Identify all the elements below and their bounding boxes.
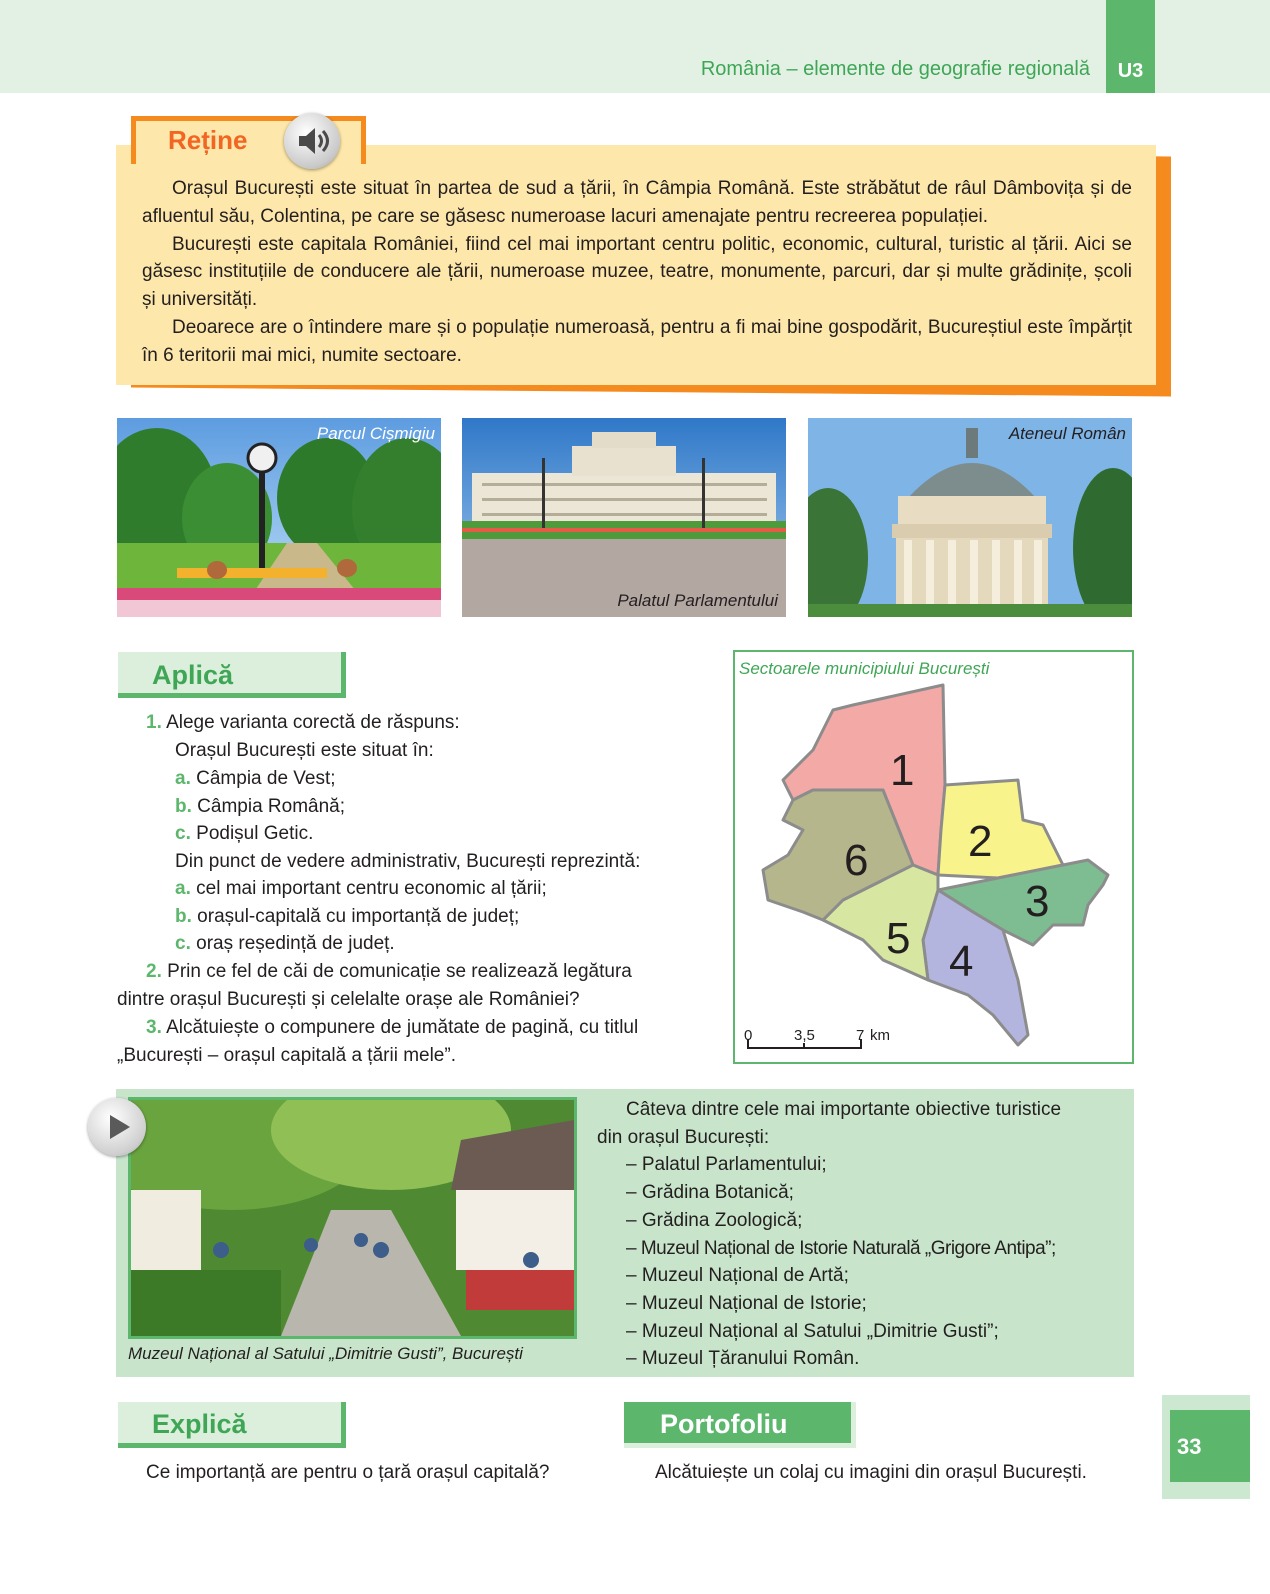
answer-option: b. Câmpia Română; [175, 796, 346, 817]
question-1a-intro: Orașul București este situat în: [175, 740, 434, 761]
list-item: – Muzeul Național de Artă; [626, 1265, 849, 1287]
answer-option: b. orașul-capitală cu importanță de județ; [175, 906, 520, 927]
question-2: 2. Prin ce fel de căi de comunicație se realizează legătura [146, 961, 632, 982]
scale-bar [744, 1027, 890, 1048]
photo-caption: Ateneul Român [1008, 424, 1126, 443]
photo-caption: Palatul Parlamentului [617, 591, 778, 610]
retine-text [142, 175, 1132, 370]
village-photo-caption: Muzeul Național al Satului „Dimitrie Gusti”, București [128, 1344, 523, 1363]
sector-label: 4 [949, 937, 974, 986]
retine-paragraph: Orașul București este situat în partea de sud a țării, în Câmpia Română. Este străbătut de râul Dâmbovița și de afluentul său, Colentina, pe care se găsesc numeroase lacuri amenajate pentru recreerea populației. [142, 178, 1132, 227]
sector-label: 1 [890, 746, 915, 795]
photo-village-museum [128, 1097, 577, 1339]
bucharest-sectors-map [733, 650, 1134, 1064]
map-title: Sectoarele municipiului București [739, 659, 990, 678]
answer-option: a. cel mai important centru economic al țării; [175, 878, 547, 899]
sector-label: 5 [886, 914, 911, 963]
list-item: – Muzeul Național al Satului „Dimitrie Gusti”; [626, 1320, 999, 1342]
sector-label: 6 [844, 836, 869, 885]
list-item: – Palatul Parlamentului; [626, 1154, 827, 1176]
explica-title: Explică [152, 1409, 247, 1439]
retine-paragraph: Deoarece are o întindere mare și o populație numeroasă, pentru a fi mai bine gospodărit, Bucureștiul este împărțit în 6 teritorii mai mici, numite sectoare. [142, 316, 1132, 366]
question-text: Alege varianta corectă de răspuns: [166, 712, 460, 733]
photo-cismigiu [117, 418, 441, 617]
tourism-intro: Câteva dintre cele mai importante obiective turistice [626, 1099, 1062, 1120]
list-item: – Muzeul Național de Istorie Naturală „Grigore Antipa”; [626, 1237, 1056, 1259]
answer-option: c. Podișul Getic. [175, 823, 314, 844]
retine-title: Reține [168, 125, 248, 155]
unit-label: U3 [1117, 60, 1144, 82]
retine-paragraph: București este capitala României, fiind cel mai important centru politic, economic, cultural, turistic al țării. Aici se găsesc instituțiile de conducere ale țării, numeroase muzee, teatre, monumente, parcuri, dar și multe grădinițe, școli și universități. [142, 233, 1132, 311]
svg-text:0: 0 [744, 1027, 753, 1044]
chapter-title: România – elemente de geografie regională [700, 58, 1090, 80]
sector-label: 2 [968, 817, 993, 866]
question-3: 3. Alcătuiește o compunere de jumătate de pagină, cu titlul [146, 1017, 639, 1038]
question-2-line2: dintre orașul București și celelalte orașe ale României? [117, 989, 580, 1010]
page-number: 33 [1170, 1410, 1250, 1482]
portofoliu-task: Alcătuiește un colaj cu imagini din orașul București. [655, 1462, 1087, 1483]
answer-option: a. Câmpia de Vest; [175, 768, 336, 789]
list-item: – Muzeul Țăranului Român. [626, 1348, 860, 1370]
question-1b-intro: Din punct de vedere administrativ, București reprezintă: [175, 851, 641, 872]
list-item: – Grădina Botanică; [626, 1182, 794, 1204]
svg-text:7: 7 [856, 1027, 865, 1044]
photo-caption: Parcul Cișmigiu [316, 424, 435, 443]
question-3-line2: „București – orașul capitală a țării mele”. [117, 1045, 456, 1066]
question-1 [146, 712, 460, 734]
svg-text:km: km [870, 1027, 890, 1044]
speaker-icon[interactable] [284, 113, 340, 169]
svg-text:3,5: 3,5 [794, 1027, 815, 1044]
question-number: 1. [146, 712, 162, 733]
aplica-title: Aplică [152, 660, 234, 690]
photo-ateneu [808, 418, 1132, 617]
explica-question: Ce importanță are pentru o țară orașul capitală? [146, 1462, 550, 1483]
portofoliu-title: Portofoliu [660, 1409, 788, 1439]
tourism-intro: din orașul București: [597, 1126, 770, 1148]
list-item: – Grădina Zoologică; [626, 1209, 803, 1231]
list-item: – Muzeul Național de Istorie; [626, 1292, 867, 1314]
unit-tab [1106, 0, 1155, 93]
photo-parlament [462, 418, 786, 617]
sector-label: 3 [1025, 877, 1050, 926]
play-icon[interactable] [88, 1098, 146, 1156]
tourism-text [597, 1096, 1061, 1373]
answer-option: c. oraș reședință de județ. [175, 933, 395, 954]
